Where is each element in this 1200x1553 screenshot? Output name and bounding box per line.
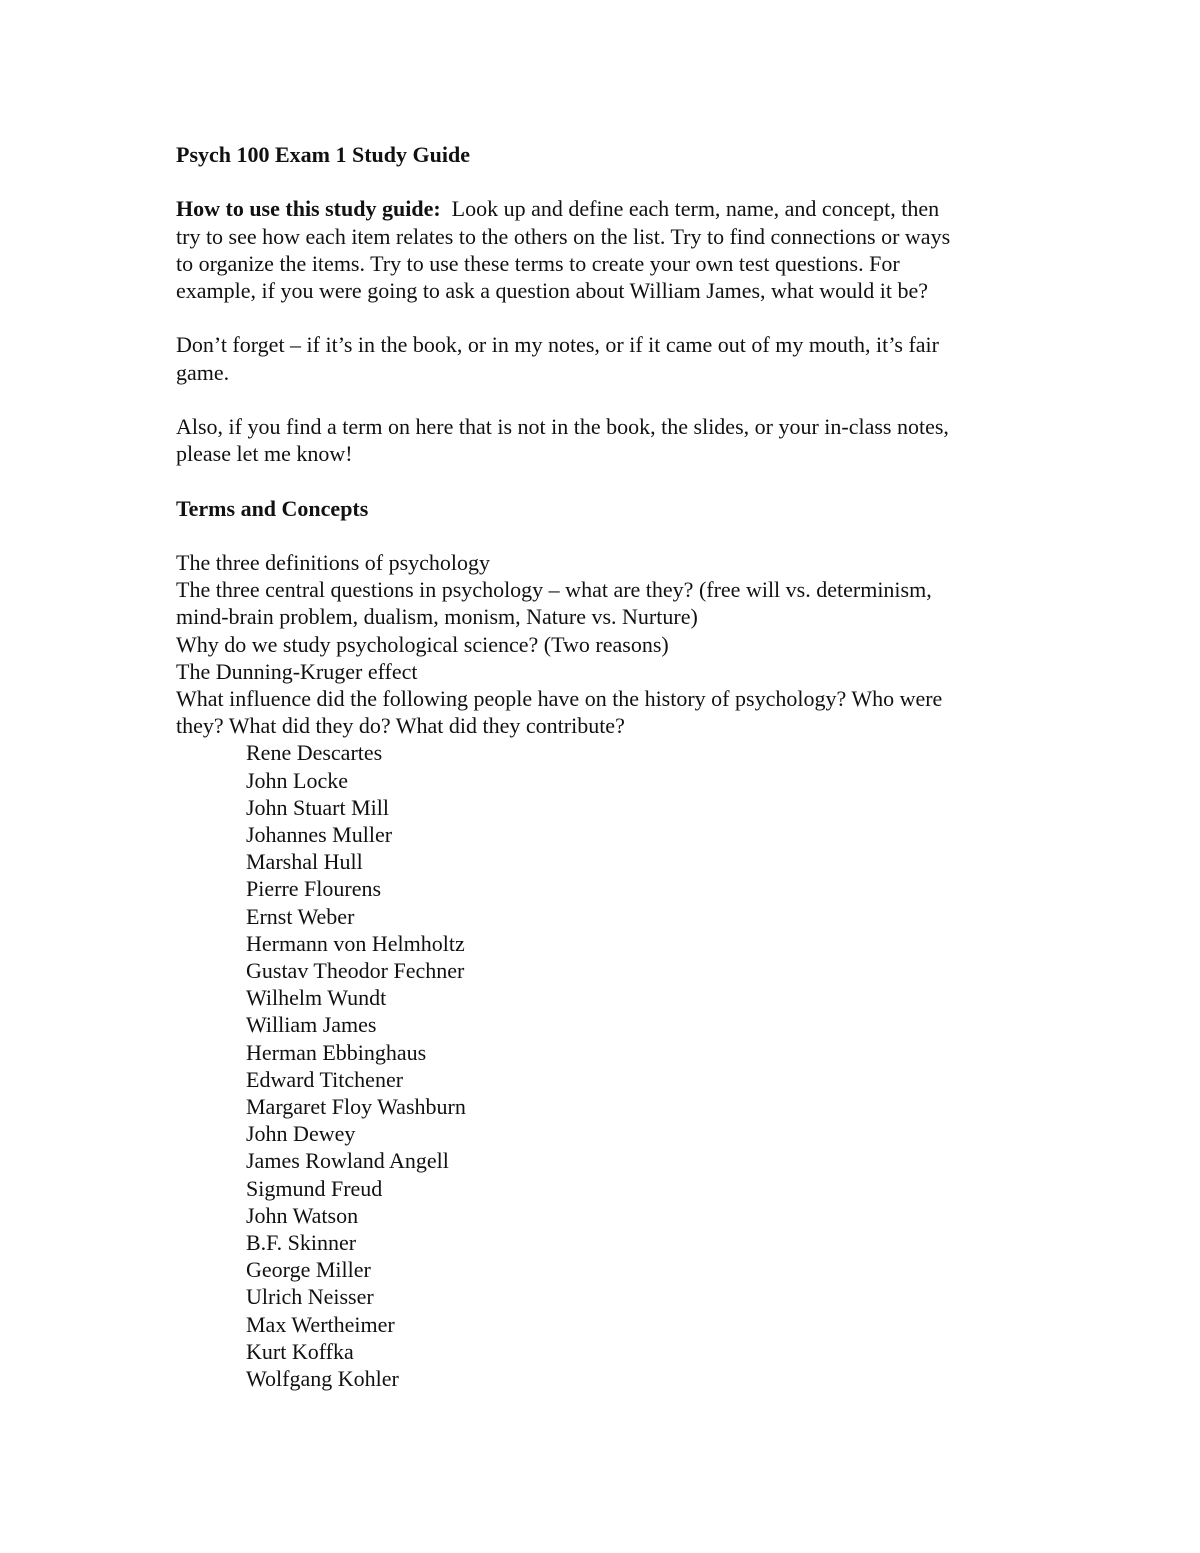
term-line: mind-brain problem, dualism, monism, Nature vs. Nurture) xyxy=(176,604,698,630)
person-item: Johannes Muller xyxy=(246,822,393,847)
person-item: Rene Descartes xyxy=(246,740,383,766)
howto-paragraph xyxy=(176,195,1036,304)
term-line: The three central questions in psychology – what are they? (free will vs. determinism, xyxy=(176,577,932,603)
reminder-line-1: Don’t forget – if it’s in the book, or in my notes, or if it came out of my mouth, it’s fair xyxy=(176,332,939,358)
howto-label: How to use this study guide: xyxy=(176,196,441,222)
person-item: Ernst Weber xyxy=(246,903,355,929)
person-item: John Watson xyxy=(246,1202,359,1228)
person-item: B.F. Skinner xyxy=(246,1230,357,1256)
person-item: Wilhelm Wundt xyxy=(246,985,387,1011)
terms-heading: Terms and Concepts xyxy=(176,495,369,521)
person-item: George Miller xyxy=(246,1257,371,1283)
term-line: they? What did they do? What did they contribute? xyxy=(176,713,625,739)
howto-line-2: try to see how each item relates to the others on the list. Try to find connections or ways xyxy=(176,223,951,249)
person-item: Ulrich Neisser xyxy=(246,1284,374,1310)
terms-list xyxy=(176,549,1036,739)
person-item: John Stuart Mill xyxy=(246,794,390,820)
person-item: Herman Ebbinghaus xyxy=(246,1039,427,1065)
person-item: Marshal Hull xyxy=(246,849,363,875)
person-item: Hermann von Helmholtz xyxy=(246,930,465,956)
also-line-2: please let me know! xyxy=(176,441,353,467)
person-item: John Locke xyxy=(246,767,349,793)
also-line-1: Also, if you find a term on here that is not in the book, the slides, or your in-class notes, xyxy=(176,413,949,439)
term-line: Why do we study psychological science? (Two reasons) xyxy=(176,631,669,657)
reminder-line-2: game. xyxy=(176,359,230,385)
person-item: Margaret Floy Washburn xyxy=(246,1094,466,1120)
person-item: James Rowland Angell xyxy=(246,1148,449,1174)
spacer xyxy=(176,522,1036,549)
term-line: What influence did the following people have on the history of psychology? Who were xyxy=(176,685,943,711)
spacer xyxy=(176,304,1036,331)
document-page xyxy=(176,141,1036,1392)
howto-line-4: example, if you were going to ask a question about William James, what would it be? xyxy=(176,278,929,303)
term-line: The Dunning-Kruger effect xyxy=(176,658,418,684)
reminder-paragraph xyxy=(176,331,1036,385)
also-paragraph xyxy=(176,413,1036,467)
person-item: Pierre Flourens xyxy=(246,876,382,902)
person-item: Kurt Koffka xyxy=(246,1338,354,1364)
howto-line-3: to organize the items. Try to use these terms to create your own test questions. For xyxy=(176,250,900,276)
spacer xyxy=(176,168,1036,195)
howto-line-1: Look up and define each term, name, and concept, then xyxy=(451,196,940,222)
person-item: Edward Titchener xyxy=(246,1066,404,1092)
people-list xyxy=(176,739,1036,1392)
term-line: The three definitions of psychology xyxy=(176,549,491,575)
document-title: Psych 100 Exam 1 Study Guide xyxy=(176,142,470,167)
person-item: Max Wertheimer xyxy=(246,1311,395,1337)
person-item: William James xyxy=(246,1012,377,1038)
spacer xyxy=(176,467,1036,494)
person-item: Sigmund Freud xyxy=(246,1175,383,1201)
spacer xyxy=(176,386,1036,413)
person-item: John Dewey xyxy=(246,1121,356,1147)
person-item: Wolfgang Kohler xyxy=(246,1366,399,1392)
person-item: Gustav Theodor Fechner xyxy=(246,958,465,984)
